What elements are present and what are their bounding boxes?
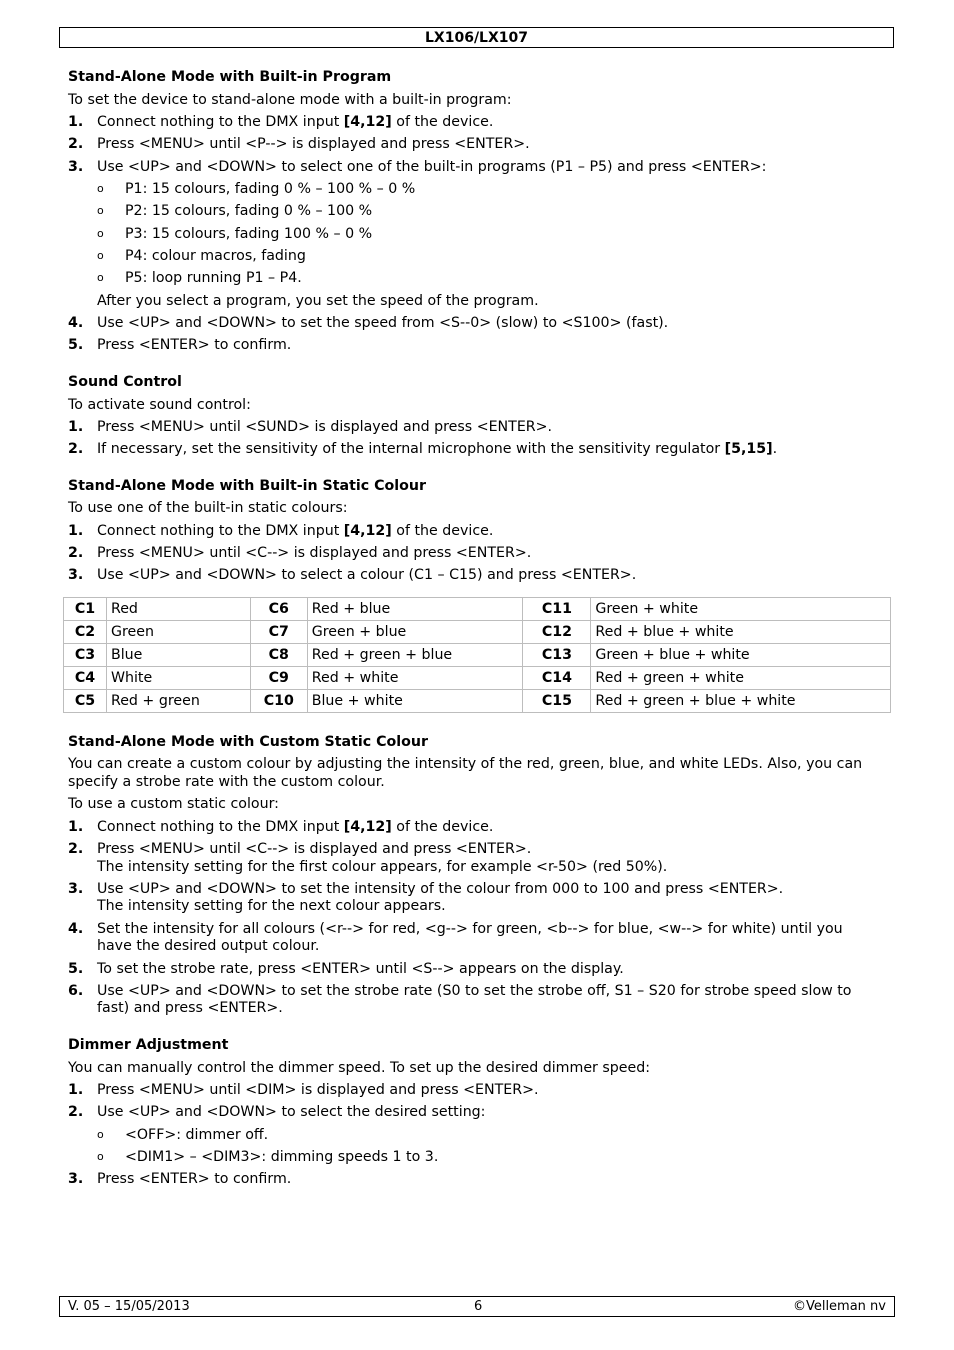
- colour-code: C13: [523, 644, 591, 667]
- colour-name: Red + blue + white: [591, 621, 891, 644]
- colour-name: Green + blue + white: [591, 644, 891, 667]
- colour-name: White: [106, 667, 250, 690]
- colour-name: Red + green + blue: [307, 644, 523, 667]
- step-number: 5.: [68, 961, 84, 977]
- step-number: 4.: [68, 921, 84, 937]
- step-number: 4.: [68, 315, 84, 331]
- step-text: The intensity setting for the first colour appears, for example <r-50> (red 50%).: [97, 859, 668, 875]
- step-number: 1.: [68, 819, 84, 835]
- step-number: 1.: [68, 1082, 84, 1098]
- list-item: <OFF>: dimmer off.: [125, 1127, 269, 1143]
- step-text-part: .: [772, 441, 778, 457]
- footer-copyright: ©Velleman nv: [792, 1299, 886, 1314]
- step-text: Use <UP> and <DOWN> to select a colour (C1 – C15) and press <ENTER>.: [97, 567, 637, 583]
- step-text: [97, 440, 777, 458]
- list-item: P1: 15 colours, fading 0 % – 100 % – 0 %: [125, 181, 416, 197]
- step-number: 1.: [68, 523, 84, 539]
- colour-name: Green + blue: [307, 621, 523, 644]
- step-number: 3.: [68, 159, 84, 175]
- figure-reference: [5,15]: [724, 441, 773, 457]
- step-text-part: of the device.: [391, 114, 494, 130]
- list-item: P5: loop running P1 – P4.: [125, 270, 302, 286]
- colour-code: C4: [64, 667, 107, 690]
- step-number: 2.: [68, 441, 84, 457]
- colour-code: C9: [250, 667, 307, 690]
- colour-code: C8: [250, 644, 307, 667]
- note-text: After you select a program, you set the speed of the program.: [97, 293, 539, 309]
- bullet-icon: o: [97, 249, 104, 262]
- section-intro: To activate sound control:: [68, 397, 251, 413]
- colour-name: Green: [106, 621, 250, 644]
- step-text: Press <MENU> until <P--> is displayed and press <ENTER>.: [97, 136, 530, 152]
- colour-name: Red + white: [307, 667, 523, 690]
- list-item: P3: 15 colours, fading 100 % – 0 %: [125, 226, 373, 242]
- colour-code: C14: [523, 667, 591, 690]
- colour-name: Red: [106, 598, 250, 621]
- colour-code: C6: [250, 598, 307, 621]
- step-number: 1.: [68, 419, 84, 435]
- colour-table: [63, 597, 891, 713]
- figure-reference: [4,12]: [343, 114, 392, 130]
- step-text: Use <UP> and <DOWN> to select one of the built-in programs (P1 – P5) and press <ENTER>:: [97, 159, 767, 175]
- colour-code: C15: [523, 690, 591, 713]
- step-number: 2.: [68, 545, 84, 561]
- step-text: Press <MENU> until <C--> is displayed and press <ENTER>.: [97, 841, 532, 857]
- colour-name: Red + green: [106, 690, 250, 713]
- list-item: P2: 15 colours, fading 0 % – 100 %: [125, 203, 373, 219]
- step-text-part: of the device.: [391, 523, 494, 539]
- step-text: fast) and press <ENTER>.: [97, 1000, 283, 1016]
- colour-name: Green + white: [591, 598, 891, 621]
- step-text: Set the intensity for all colours (<r--> for red, <g--> for green, <b--> for blue, <w--> for white) until you: [97, 921, 843, 937]
- section-heading: Sound Control: [68, 374, 182, 390]
- step-text-part: If necessary, set the sensitivity of the internal microphone with the sensitivity regulator: [97, 441, 725, 457]
- step-text: Press <ENTER> to confirm.: [97, 1171, 292, 1187]
- table-row: [64, 621, 891, 644]
- step-number: 1.: [68, 114, 84, 130]
- step-text-part: Connect nothing to the DMX input: [97, 523, 344, 539]
- colour-code: C11: [523, 598, 591, 621]
- section-heading: Dimmer Adjustment: [68, 1037, 229, 1053]
- bullet-icon: o: [97, 227, 104, 240]
- step-number: 2.: [68, 841, 84, 857]
- step-number: 3.: [68, 567, 84, 583]
- colour-code: C10: [250, 690, 307, 713]
- list-item: P4: colour macros, fading: [125, 248, 306, 264]
- step-text-part: of the device.: [391, 819, 494, 835]
- step-number: 2.: [68, 136, 84, 152]
- figure-reference: [4,12]: [343, 523, 392, 539]
- colour-code: C1: [64, 598, 107, 621]
- step-text: The intensity setting for the next colour appears.: [97, 898, 446, 914]
- step-text: Press <MENU> until <DIM> is displayed and press <ENTER>.: [97, 1082, 539, 1098]
- step-text: Press <MENU> until <SUND> is displayed and press <ENTER>.: [97, 419, 553, 435]
- colour-name: Red + green + white: [591, 667, 891, 690]
- step-text: [97, 818, 493, 836]
- section-intro: specify a strobe rate with the custom colour.: [68, 774, 385, 790]
- colour-name: Red + green + blue + white: [591, 690, 891, 713]
- section-intro: You can manually control the dimmer speed. To set up the desired dimmer speed:: [68, 1060, 651, 1076]
- section-heading: Stand-Alone Mode with Custom Static Colour: [68, 734, 428, 750]
- colour-name: Red + blue: [307, 598, 523, 621]
- colour-code: C5: [64, 690, 107, 713]
- step-number: 3.: [68, 881, 84, 897]
- step-number: 6.: [68, 983, 84, 999]
- step-text: Press <MENU> until <C--> is displayed and press <ENTER>.: [97, 545, 532, 561]
- step-text: To set the strobe rate, press <ENTER> until <S--> appears on the display.: [97, 961, 624, 977]
- step-text: Use <UP> and <DOWN> to set the intensity of the colour from 000 to 100 and press <ENTER>.: [97, 881, 784, 897]
- table-row: [64, 644, 891, 667]
- step-number: 3.: [68, 1171, 84, 1187]
- bullet-icon: o: [97, 1128, 104, 1141]
- step-text: Use <UP> and <DOWN> to select the desired setting:: [97, 1104, 486, 1120]
- section-heading: Stand-Alone Mode with Built-in Static Colour: [68, 478, 426, 494]
- step-text: have the desired output colour.: [97, 938, 320, 954]
- section-intro: To use a custom static colour:: [68, 796, 279, 812]
- bullet-icon: o: [97, 1150, 104, 1163]
- bullet-icon: o: [97, 204, 104, 217]
- table-row: [64, 667, 891, 690]
- table-row: [64, 690, 891, 713]
- list-item: <DIM1> – <DIM3>: dimming speeds 1 to 3.: [125, 1149, 439, 1165]
- step-text: Press <ENTER> to confirm.: [97, 337, 292, 353]
- figure-reference: [4,12]: [343, 819, 392, 835]
- step-text: [97, 113, 493, 131]
- section-intro: You can create a custom colour by adjusting the intensity of the red, green, blue, and white LEDs. Also, you can: [68, 756, 863, 772]
- step-number: 2.: [68, 1104, 84, 1120]
- colour-code: C3: [64, 644, 107, 667]
- step-text: Use <UP> and <DOWN> to set the strobe rate (S0 to set the strobe off, S1 – S20 for strobe speed slow to: [97, 983, 852, 999]
- section-intro: To use one of the built-in static colours:: [68, 500, 348, 516]
- header-title: LX106/LX107: [425, 30, 528, 46]
- step-text-part: Connect nothing to the DMX input: [97, 114, 344, 130]
- step-text-part: Connect nothing to the DMX input: [97, 819, 344, 835]
- table-row: [64, 598, 891, 621]
- step-text: Use <UP> and <DOWN> to set the speed from <S--0> (slow) to <S100> (fast).: [97, 315, 669, 331]
- colour-code: C12: [523, 621, 591, 644]
- colour-name: Blue: [106, 644, 250, 667]
- section-intro: To set the device to stand-alone mode with a built-in program:: [68, 92, 512, 108]
- colour-code: C7: [250, 621, 307, 644]
- step-number: 5.: [68, 337, 84, 353]
- colour-code: C2: [64, 621, 107, 644]
- bullet-icon: o: [97, 271, 104, 284]
- footer-version: V. 05 – 15/05/2013: [68, 1299, 190, 1314]
- step-text: [97, 522, 493, 540]
- page-number: 6: [474, 1299, 483, 1314]
- section-heading: Stand-Alone Mode with Built-in Program: [68, 69, 392, 85]
- page-footer: [59, 1296, 895, 1317]
- page-header: [59, 27, 894, 48]
- bullet-icon: o: [97, 182, 104, 195]
- colour-name: Blue + white: [307, 690, 523, 713]
